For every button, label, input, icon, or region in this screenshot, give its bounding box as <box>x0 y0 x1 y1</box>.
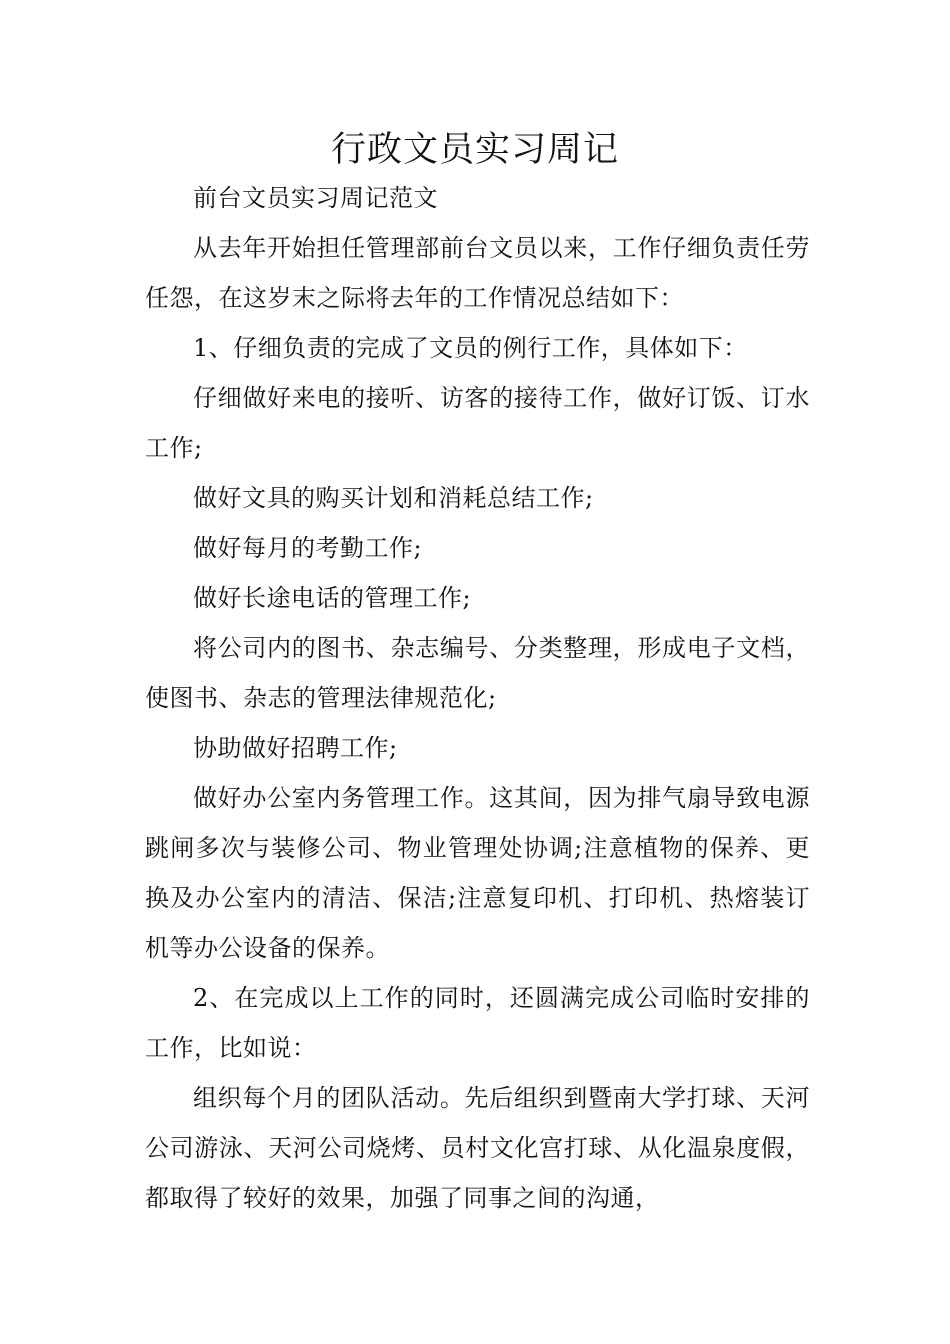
document-body <box>145 173 810 1223</box>
paragraph: 协助做好招聘工作; <box>193 734 398 762</box>
paragraph: 将公司内的图书、杂志编号、分类整理，形成电子文档，使图书、杂志的管理法律规范化; <box>145 634 810 712</box>
paragraph: 1、仔细负责的完成了文员的例行工作，具体如下： <box>193 334 748 362</box>
paragraph: 做好文具的购买计划和消耗总结工作; <box>193 484 594 512</box>
document-title: 行政文员实习周记 <box>330 130 619 170</box>
paragraph: 仔细做好来电的接听、访客的接待工作，做好订饭、订水工作; <box>145 384 810 462</box>
paragraph: 从去年开始担任管理部前台文员以来，工作仔细负责任劳任怨，在这岁末之际将去年的工作情况总结如下： <box>145 234 810 312</box>
paragraph: 做好长途电话的管理工作; <box>193 584 472 612</box>
paragraph: 做好每月的考勤工作; <box>193 534 423 562</box>
paragraph: 做好办公室内务管理工作。这其间，因为排气扇导致电源跳闸多次与装修公司、物业管理处协调;注意植物的保养、更换及办公室内的清洁、保洁;注意复印机、打印机、热熔装订机等办公设备的保养。 <box>145 784 810 962</box>
paragraph: 组织每个月的团队活动。先后组织到暨南大学打球、天河公司游泳、天河公司烧烤、员村文化宫打球、从化温泉度假，都取得了较好的效果，加强了同事之间的沟通， <box>145 1084 810 1212</box>
paragraph: 2、在完成以上工作的同时，还圆满完成公司临时安排的工作，比如说： <box>145 984 810 1062</box>
paragraph-subtitle: 前台文员实习周记范文 <box>193 184 438 212</box>
